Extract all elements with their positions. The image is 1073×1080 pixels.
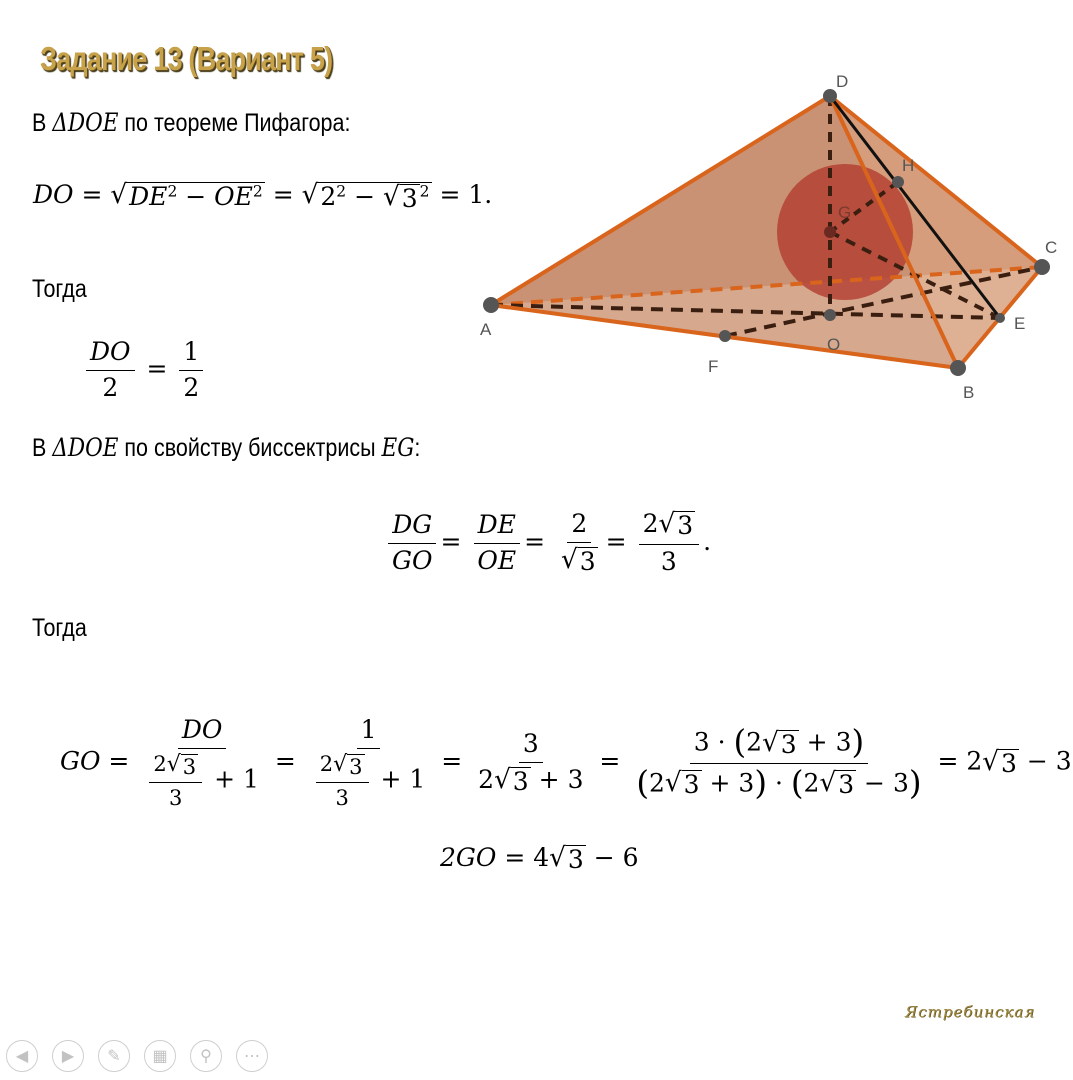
triangle-doe: ΔDOE [52,108,119,137]
equation-ratio: $\frac{DO}{2}$ = $\frac{1}{2}$ [82,338,207,403]
next-icon[interactable]: ▶ [52,1040,84,1072]
equation-go: GO = DO 2 √ 3 3 + 1 = 1 2 √ 3 3 + 1 = 3 2 √ 3 + 3 = 3 · (2 √ 3 + 3) (2 √ 3 + 3) · (2 √ 3 − 3) = 2 √ 3 − 3 [60,715,1072,810]
more-icon[interactable]: ⋯ [236,1040,268,1072]
point-b [950,360,966,376]
text-togda-1: Тогда [32,275,87,303]
point-c [1034,259,1050,275]
label-f: F [708,357,719,376]
pen-icon[interactable]: ✎ [98,1040,130,1072]
label-a: A [480,320,492,339]
page-title: Задание 13 (Вариант 5) [40,40,333,77]
point-f [719,330,731,342]
equation-do: DO = √ $DE^2 - OE^2$ = √ $2^2$ − √ 3 $^2$ = 1. [33,180,493,213]
point-h [892,176,904,188]
text-togda-2: Тогда [32,614,87,642]
equation-bisector: $\frac{DG}{GO}$ = $\frac{DE}{OE}$ = 2 √ 3 = 2 √ 3 3 . [384,510,711,577]
slides-icon[interactable]: ▦ [144,1040,176,1072]
point-e [995,313,1005,323]
point-g [824,226,836,238]
label-o: O [827,335,841,354]
label-c: C [1045,238,1058,257]
prev-icon[interactable]: ◀ [6,1040,38,1072]
equation-2go: 2GO = 4 √ 3 − 6 [440,843,639,874]
label-b: B [963,383,975,402]
text-line-bisector: В ΔDOE по свойству биссектрисы EG: [32,433,421,462]
pyramid-figure [470,65,1070,410]
zoom-icon[interactable]: ⚲ [190,1040,222,1072]
text-line-pythagoras: В ΔDOE по теореме Пифагора: [32,108,351,137]
point-a [483,297,499,313]
point-d [823,89,837,103]
author-signature: Ястребинская [905,1003,1036,1021]
label-h: H [902,156,915,175]
point-o [824,309,836,321]
label-g: G [838,203,852,222]
label-d: D [836,72,849,91]
presentation-toolbar [6,1040,268,1072]
label-e: E [1014,314,1026,333]
